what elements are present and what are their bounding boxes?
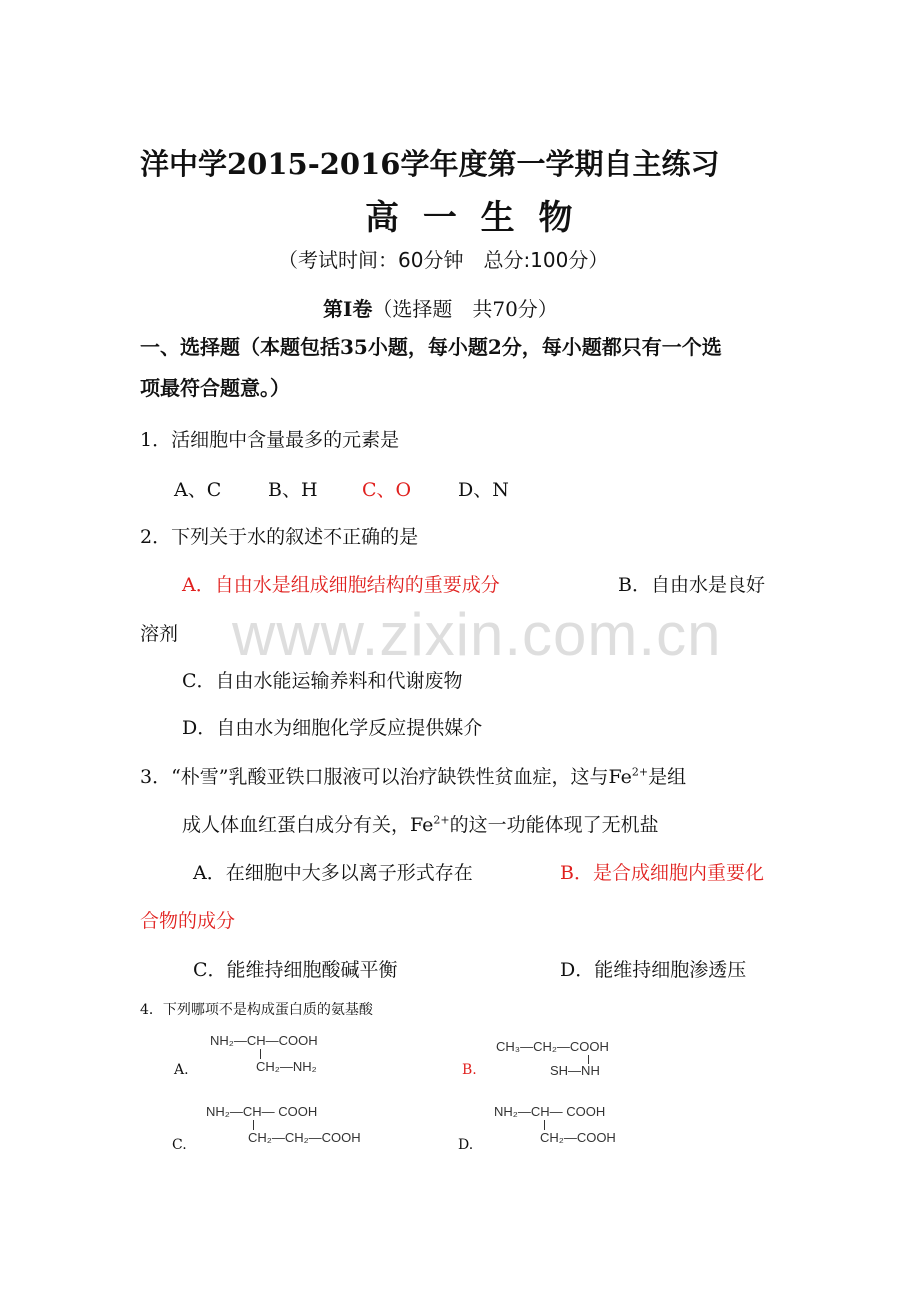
q3-sup-1: 2+ [631,765,649,779]
q4-option-d-bond [544,1120,545,1130]
section-line-2: 项最符合题意。） [140,376,290,400]
q3-stem-line-2 [182,810,659,837]
q4-option-a-formula-bottom: CH₂—NH₂ [256,1059,317,1074]
q3-stem-2a: 成人体血红蛋白成分有关，Fe [182,814,434,836]
watermark: www.zixin.com.cn [232,601,722,668]
q4-option-c-label: C. [172,1137,187,1153]
q2-option-d: D．自由水为细胞化学反应提供媒介 [182,717,483,739]
part-title-rest: （选择题 共70分） [372,297,558,321]
q3-stem-1a: 3．“朴雪”乳酸亚铁口服液可以治疗缺铁性贫血症，这与Fe [140,766,632,788]
q4-option-d-formula-bottom: CH₂—COOH [540,1130,616,1145]
q3-stem-line-1 [140,762,686,789]
school-title: 洋中学2015-2016学年度第一学期自主练习 [140,147,720,181]
q3-stem-2b: 的这一功能体现了无机盐 [449,814,659,836]
part-title [323,293,558,322]
section-line-1: 一、选择题（本题包括35小题，每小题2分，每小题都只有一个选 [140,335,722,359]
q4-option-b-label: B. [462,1062,477,1078]
q4-option-a-formula-top: NH₂—CH—COOH [210,1033,318,1048]
q3-option-b: B．是合成细胞内重要化 [560,862,764,884]
q4-option-a-bond [260,1049,261,1059]
q1-stem: 1．活细胞中含量最多的元素是 [140,429,400,451]
part-title-bold: 第Ⅰ卷 [323,297,373,321]
q2-stem: 2．下列关于水的叙述不正确的是 [140,526,419,548]
q2-option-b: B．自由水是良好 [618,574,765,596]
q3-option-d: D．能维持细胞渗透压 [560,959,747,981]
q4-stem: 4．下列哪项不是构成蛋白质的氨基酸 [140,1002,373,1018]
q4-option-d-label: D. [458,1137,474,1153]
q4-option-c-formula-top: NH₂—CH— COOH [206,1104,318,1119]
q1-option-b: B、H [268,479,318,501]
subject-title: 高 一 生 物 [365,198,579,238]
q3-option-a: A．在细胞中大多以离子形式存在 [193,862,473,884]
q3-option-b-cont: 合物的成分 [140,910,236,932]
q3-stem-1b: 是组 [648,766,687,788]
q2-option-a: A．自由水是组成细胞结构的重要成分 [182,574,500,596]
q3-option-c: C．能维持细胞酸碱平衡 [193,959,398,981]
q1-option-c: C、O [362,479,412,501]
q4-option-b-formula-top: CH₃—CH₂—COOH [496,1039,609,1054]
q1-option-a: A、C [174,479,222,501]
q1-option-d: D、N [458,479,509,501]
q3-sup-2: 2+ [433,813,450,827]
q2-option-b-cont: 溶剂 [140,623,179,645]
q4-option-a-label: A. [174,1062,189,1078]
exam-info: （考试时间：60分钟 总分:100分） [278,248,609,272]
q4-option-d-formula-top: NH₂—CH— COOH [494,1104,606,1119]
q4-option-b-formula-bottom: SH—NH [550,1063,600,1078]
q4-option-c-bond [253,1120,254,1130]
q2-option-c: C．自由水能运输养料和代谢废物 [182,670,463,692]
q4-option-c-formula-bottom: CH₂—CH₂—COOH [248,1130,361,1145]
